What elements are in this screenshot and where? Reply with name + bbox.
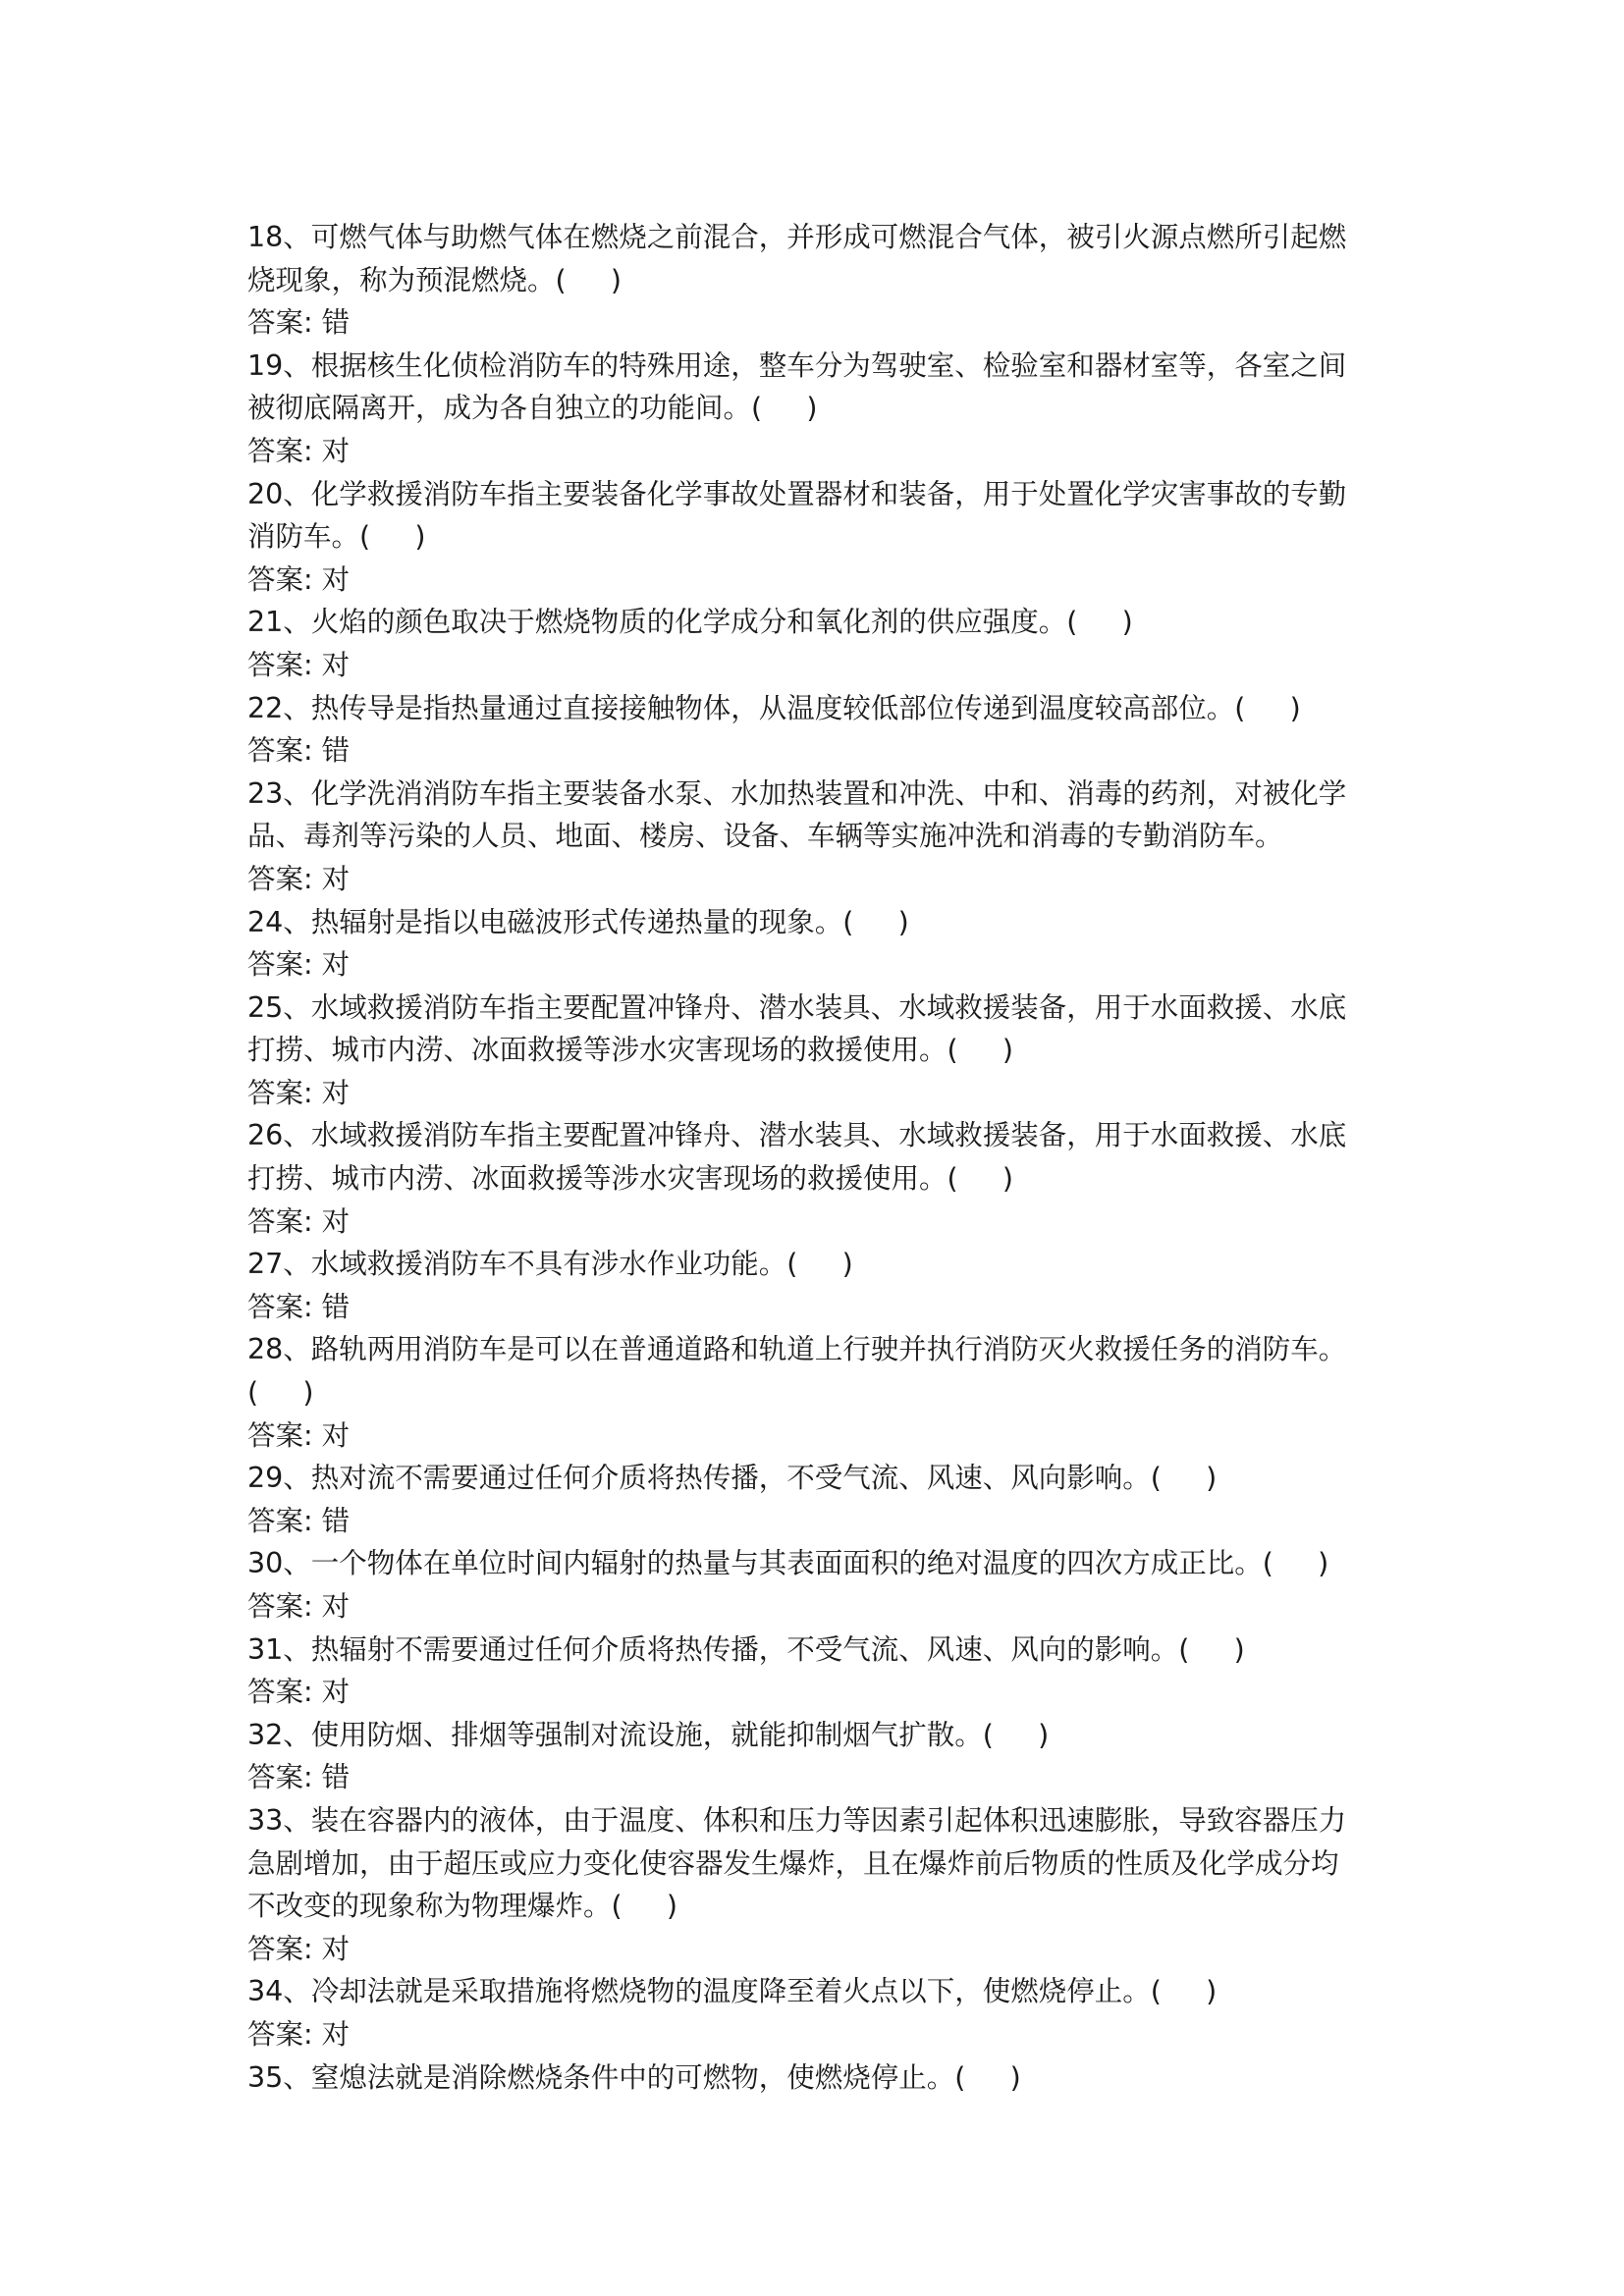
answer-23: 答案: 对 [247,862,351,895]
question-33-line-1: 33、装在容器内的液体，由于温度、体积和压力等因素引起体积迅速膨胀，导致容器压力 [247,1803,1347,1837]
answer-31: 答案: 对 [247,1676,351,1709]
question-25-line-1: 25、水域救援消防车指主要配置冲锋舟、潜水装具、水域救援装备，用于水面救援、水底 [247,990,1347,1024]
question-34: 34、冷却法就是采取措施将燃烧物的温度降至着火点以下，使燃烧停止。( ) [247,1975,1218,2008]
question-27: 27、水域救援消防车不具有涉水作业功能。( ) [247,1248,853,1281]
question-26-line-1: 26、水域救援消防车指主要配置冲锋舟、潜水装具、水域救援装备，用于水面救援、水底 [247,1119,1347,1152]
question-23-line-1: 23、化学洗消消防车指主要装备水泵、水加热装置和冲洗、中和、消毒的药剂，对被化学 [247,776,1347,810]
answer-33: 答案: 对 [247,1932,351,1965]
question-33-line-2: 急剧增加，由于超压或应力变化使容器发生爆炸，且在爆炸前后物质的性质及化学成分均 [247,1846,1339,1880]
question-35: 35、窒熄法就是消除燃烧条件中的可燃物，使燃烧停止。( ) [247,2060,1021,2094]
question-33-line-3: 不改变的现象称为物理爆炸。( ) [247,1890,678,1923]
question-29: 29、热对流不需要通过任何介质将热传播，不受气流、风速、风向影响。( ) [247,1462,1218,1495]
answer-28: 答案: 对 [247,1418,351,1452]
answer-26: 答案: 对 [247,1204,351,1238]
question-26-line-2: 打捞、城市内涝、冰面救援等涉水灾害现场的救援使用。( ) [247,1162,1014,1196]
answer-27: 答案: 错 [247,1290,351,1323]
question-18-line-1: 18、可燃气体与助燃气体在燃烧之前混合，并形成可燃混合气体，被引火源点燃所引起燃 [247,221,1347,253]
answer-34: 答案: 对 [247,2017,351,2051]
answer-21: 答案: 对 [247,648,351,681]
answer-22: 答案: 错 [247,734,351,768]
question-22: 22、热传导是指热量通过直接接触物体，从温度较低部位传递到温度较高部位。( ) [247,691,1301,724]
question-24: 24、热辐射是指以电磁波形式传递热量的现象。( ) [247,905,909,938]
answer-30: 答案: 对 [247,1590,351,1623]
question-23-line-2: 品、毒剂等污染的人员、地面、楼房、设备、车辆等实施冲洗和消毒的专勤消防车。 [247,820,1283,853]
answer-18: 答案: 错 [247,306,351,340]
question-18-line-2: 烧现象，称为预混燃烧。( ) [247,263,623,296]
question-20-line-2: 消防车。( ) [247,520,426,554]
question-21: 21、火焰的颜色取决于燃烧物质的化学成分和氧化剂的供应强度。( ) [247,606,1133,639]
question-28-line-2: ( ) [247,1376,314,1410]
answer-29: 答案: 错 [247,1504,351,1537]
question-32: 32、使用防烟、排烟等强制对流设施，就能抑制烟气扩散。( ) [247,1718,1050,1751]
question-28-line-1: 28、路轨两用消防车是可以在普通道路和轨道上行驶并执行消防灭火救援任务的消防车。 [247,1333,1347,1366]
answer-32: 答案: 错 [247,1761,351,1794]
question-25-line-2: 打捞、城市内涝、冰面救援等涉水灾害现场的救援使用。( ) [247,1034,1014,1067]
question-19-line-2: 被彻底隔离开，成为各自独立的功能间。( ) [247,392,818,425]
answer-20: 答案: 对 [247,562,351,596]
question-31: 31、热辐射不需要通过任何介质将热传播，不受气流、风速、风向的影响。( ) [247,1632,1245,1666]
answer-25: 答案: 对 [247,1076,351,1109]
question-19-line-1: 19、根据核生化侦检消防车的特殊用途，整车分为驾驶室、检验室和器材室等，各室之间 [247,348,1347,382]
question-30: 30、一个物体在单位时间内辐射的热量与其表面面积的绝对温度的四次方成正比。( ) [247,1547,1329,1580]
document-page [247,216,1391,2099]
question-20-line-1: 20、化学救援消防车指主要装备化学事故处置器材和装备，用于处置化学灾害事故的专勤 [247,477,1347,510]
answer-19: 答案: 对 [247,434,351,467]
answer-24: 答案: 对 [247,948,351,982]
